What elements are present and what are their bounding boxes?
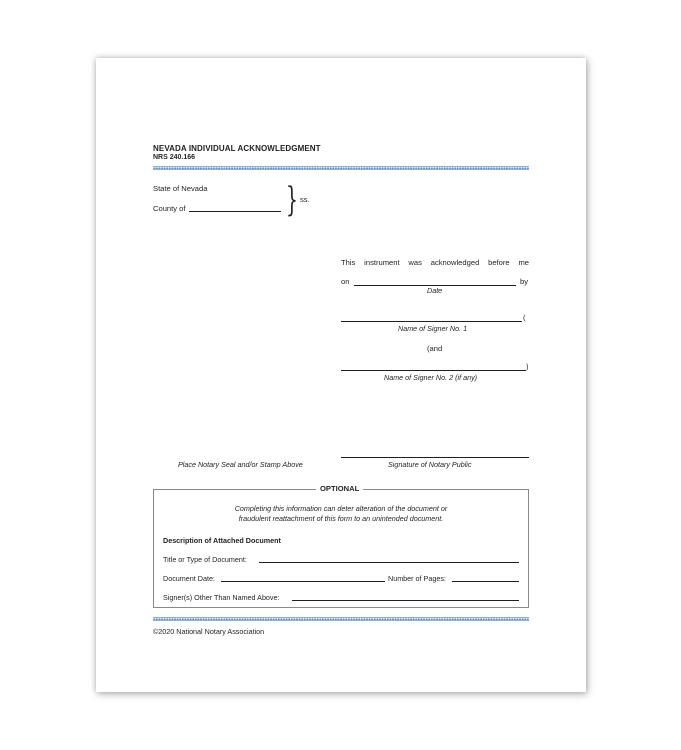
signer-2-paren: ) bbox=[526, 362, 529, 371]
seal-caption: Place Notary Seal and/or Stamp Above bbox=[178, 460, 303, 469]
county-label: County of bbox=[153, 204, 186, 213]
optional-notice-line-1: Completing this information can deter alteration of the document or bbox=[234, 504, 448, 513]
ss-label: ss. bbox=[300, 195, 310, 204]
on-label: on bbox=[341, 277, 350, 286]
form-title: NEVADA INDIVIDUAL ACKNOWLEDGMENT bbox=[153, 144, 321, 153]
signers-label: Signer(s) Other Than Named Above: bbox=[163, 593, 280, 602]
attached-document-heading: Description of Attached Document bbox=[163, 536, 281, 545]
statute-reference: NRS 240.166 bbox=[153, 154, 196, 161]
acknowledgment-intro: This instrument was acknowledged before me bbox=[341, 258, 529, 267]
signer-1-field[interactable] bbox=[341, 321, 522, 322]
optional-notice-line-2: fraudulent reattachment of this form to an unintended document. bbox=[238, 514, 444, 523]
signer-1-paren: ( bbox=[523, 313, 526, 322]
date-caption: Date bbox=[427, 286, 443, 295]
title-type-label: Title or Type of Document: bbox=[163, 555, 247, 564]
copyright: ©2020 National Notary Association bbox=[153, 627, 265, 636]
signer-2-caption: Name of Signer No. 2 (if any) bbox=[384, 373, 478, 382]
by-label: by bbox=[520, 277, 529, 286]
and-label: (and bbox=[427, 344, 443, 353]
optional-label: OPTIONAL bbox=[316, 484, 363, 493]
top-decorative-border bbox=[153, 166, 529, 170]
brace-icon: } bbox=[286, 180, 298, 220]
document-date-label: Document Date: bbox=[163, 574, 215, 583]
county-field[interactable] bbox=[189, 211, 281, 212]
state-label: State of Nevada bbox=[153, 184, 208, 193]
signature-caption: Signature of Notary Public bbox=[388, 460, 472, 469]
notary-signature-field[interactable] bbox=[341, 457, 529, 458]
signers-field[interactable] bbox=[292, 600, 519, 601]
title-type-field[interactable] bbox=[259, 562, 519, 563]
signer-2-field[interactable] bbox=[341, 370, 526, 371]
pages-field[interactable] bbox=[452, 581, 519, 582]
pages-label: Number of Pages: bbox=[388, 574, 446, 583]
bottom-decorative-border bbox=[153, 617, 529, 621]
document-date-field[interactable] bbox=[221, 581, 385, 582]
signer-1-caption: Name of Signer No. 1 bbox=[398, 324, 468, 333]
